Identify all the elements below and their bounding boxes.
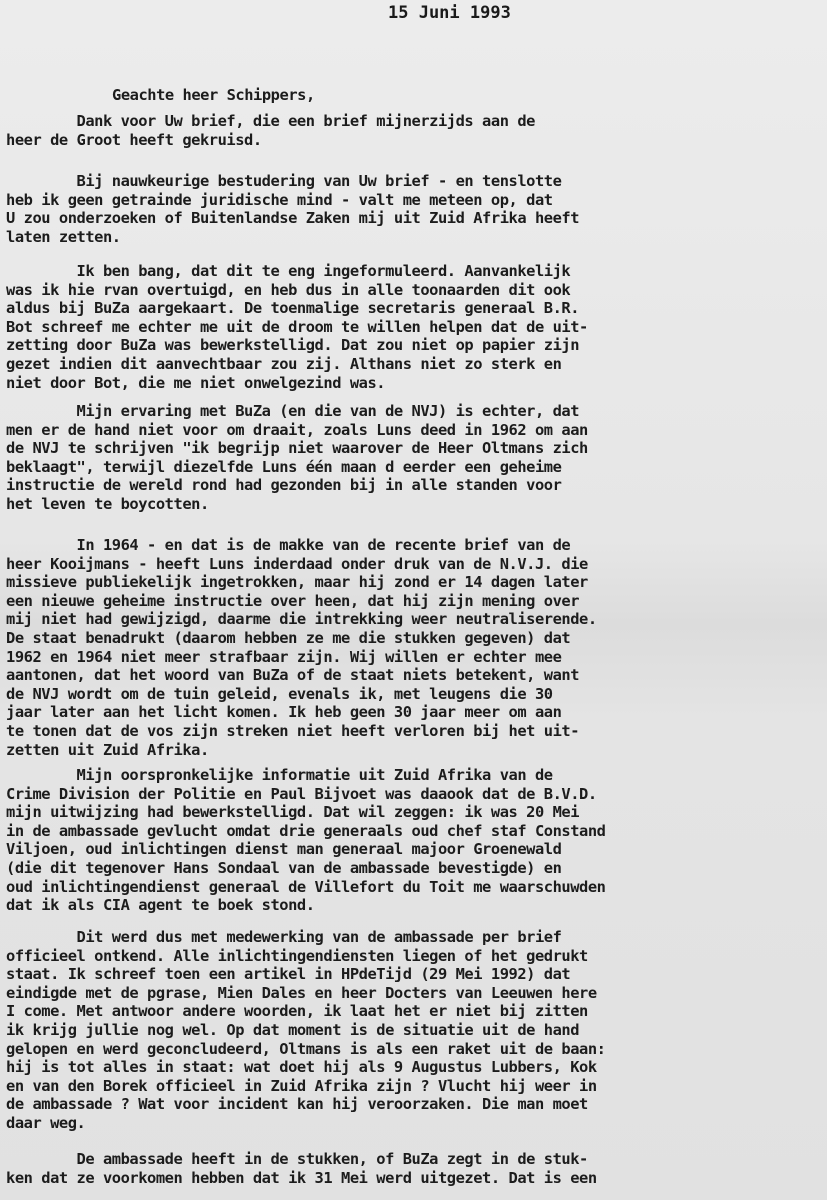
text-line: in de ambassade gevlucht omdat drie generaals oud chef staf Constand: [6, 821, 606, 840]
text-line: Dit werd dus met medewerking van de ambassade per brief: [6, 928, 562, 946]
text-line: mijn uitwijzing had bewerkstelligd. Dat wil zeggen: ik was 20 Mei: [6, 803, 580, 822]
text-line: officieel ontkend. Alle inlichtingendiensten liegen of het gedrukt: [6, 946, 588, 965]
text-line: Bij nauwkeurige bestudering van Uw brief - en tenslotte: [6, 172, 562, 190]
text-line: gezet indien dit aanvechtbaar zou zij. Althans niet zo sterk en: [6, 354, 562, 373]
text-line: was ik hie rvan overtuigd, en heb dus in alle toonaarden dit ook: [6, 280, 571, 299]
text-line: dat ik als CIA agent te boek stond.: [6, 896, 315, 915]
text-line: mij niet had gewijzigd, daarme die intrekking weer neutraliserende.: [6, 610, 597, 629]
text-line: I come. Met antwoor andere woorden, ik laat het er niet bij zitten: [6, 1002, 588, 1021]
text-line: aldus bij BuZa aargekaart. De toenmalige secretaris generaal B.R.: [6, 299, 580, 318]
text-line: zetting door BuZa was bewerkstelligd. Dat zou niet op papier zijn: [6, 336, 580, 355]
paragraph: [6, 1150, 597, 1187]
text-line: de NVJ wordt om de tuin geleid, evenals ik, met leugens die 30: [6, 684, 553, 703]
letter-body: [6, 0, 821, 1187]
text-line: jaar later aan het licht komen. Ik heb geen 30 jaar meer om aan: [6, 703, 562, 722]
text-line: een nieuwe geheime instructie over heen, dat hij zijn mening over: [6, 591, 580, 610]
paragraph: [6, 262, 588, 392]
text-line: De ambassade heeft in de stukken, of BuZa zegt in de stuk-: [6, 1150, 588, 1168]
paragraph: [6, 112, 535, 149]
text-line: staat. Ik schreef toen een artikel in HPdeTijd (29 Mei 1992) dat: [6, 965, 571, 984]
text-line: oud inlichtingendienst generaal de Villefort du Toit me waarschuwden: [6, 877, 606, 896]
text-line: 1962 en 1964 niet meer strafbaar zijn. Wij willen er echter mee: [6, 647, 562, 666]
text-line: gelopen en werd geconcludeerd, Oltmans is als een raket uit de baan:: [6, 1039, 606, 1058]
text-line: de ambassade ? Wat voor incident kan hij veroorzaken. Die man moet: [6, 1095, 588, 1114]
paragraph: [6, 766, 606, 915]
text-line: Viljoen, oud inlichtingen dienst man generaal majoor Groenewald: [6, 840, 562, 859]
text-line: daar weg.: [6, 1113, 86, 1132]
text-line: de NVJ te schrijven "ik begrijp niet waarover de Heer Oltmans zich: [6, 439, 588, 458]
text-line: beklaagt", terwijl diezelfde Luns één maan d eerder een geheime: [6, 457, 562, 476]
text-line: De staat benadrukt (daarom hebben ze me die stukken gegeven) dat: [6, 628, 571, 647]
text-line: het leven te boycotten.: [6, 494, 209, 513]
paragraph: [6, 172, 579, 246]
text-line: ken dat ze voorkomen hebben dat ik 31 Mei werd uitgezet. Dat is een: [6, 1168, 597, 1187]
text-line: Mijn ervaring met BuZa (en die van de NVJ) is echter, dat: [6, 402, 580, 420]
text-line: Crime Division der Politie en Paul Bijvoet was daaook dat de B.V.D.: [6, 784, 597, 803]
text-line: Mijn oorspronkelijke informatie uit Zuid Afrika van de: [6, 766, 553, 784]
text-line: eindigde met de pgrase, Mien Dales en heer Docters van Leeuwen here: [6, 983, 597, 1002]
text-line: men er de hand niet voor om draait, zoals Luns deed in 1962 om aan: [6, 420, 588, 439]
text-line: hij is tot alles in staat: wat doet hij als 9 Augustus Lubbers, Kok: [6, 1058, 597, 1077]
text-line: te tonen dat de vos zijn streken niet heeft verloren bij het uit-: [6, 721, 580, 740]
text-line: heb ik geen getrainde juridische mind - valt me meteen op, dat: [6, 190, 553, 209]
text-line: heer Kooijmans - heeft Luns inderdaad onder druk van de N.V.J. die: [6, 554, 588, 573]
text-line: Ik ben bang, dat dit te eng ingeformuleerd. Aanvankelijk: [6, 262, 571, 280]
letter-date: 15 Juni 1993: [388, 3, 511, 23]
text-line: heer de Groot heeft gekruisd.: [6, 130, 262, 149]
text-line: In 1964 - en dat is de makke van de recente brief van de: [6, 536, 571, 554]
text-line: missieve publiekelijk ingetrokken, maar hij zond er 14 dagen later: [6, 573, 588, 592]
text-line: en van den Borek officieel in Zuid Afrika zijn ? Vlucht hij weer in: [6, 1076, 597, 1095]
paragraph: [6, 928, 606, 1133]
text-line: laten zetten.: [6, 227, 121, 246]
text-line: ik krijg jullie nog wel. Op dat moment is de situatie uit de hand: [6, 1020, 580, 1039]
text-line: Dank voor Uw brief, die een brief mijnerzijds aan de: [6, 112, 535, 130]
paragraph: [6, 402, 588, 514]
text-line: Bot schreef me echter me uit de droom te willen helpen dat de uit-: [6, 317, 588, 336]
text-line: (die dit tegenover Hans Sondaal van de ambassade bevestigde) en: [6, 858, 562, 877]
salutation: Geachte heer Schippers,: [112, 86, 315, 104]
paragraph: [6, 536, 597, 759]
text-line: U zou onderzoeken of Buitenlandse Zaken mij uit Zuid Afrika heeft: [6, 209, 580, 228]
text-line: niet door Bot, die me niet onwelgezind was.: [6, 373, 386, 392]
text-line: aantonen, dat het woord van BuZa of de staat niets betekent, want: [6, 666, 580, 685]
text-line: instructie de wereld rond had gezonden bij in alle standen voor: [6, 476, 562, 495]
text-line: zetten uit Zuid Afrika.: [6, 740, 209, 759]
